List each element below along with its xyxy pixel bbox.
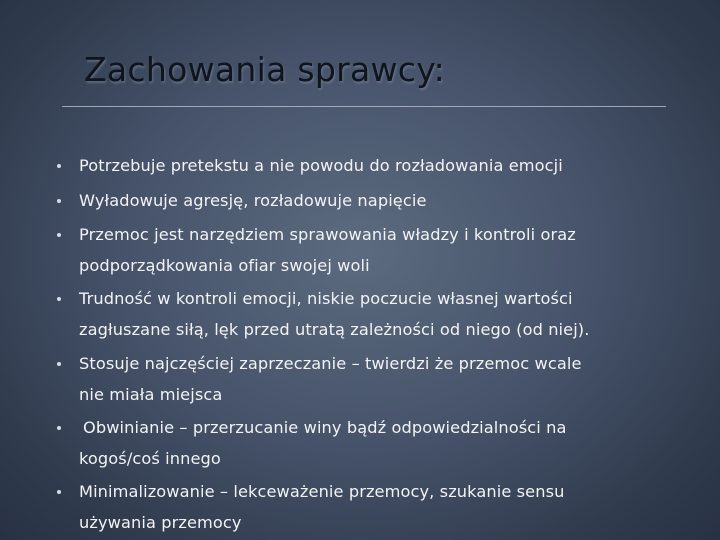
bullet-text-line: podporządkowania ofiar swojej woli bbox=[79, 256, 370, 275]
bullet-text-line: nie miała miejsca bbox=[79, 385, 223, 404]
bullet-text-line: Trudność w kontroli emocji, niskie poczucie własnej wartości bbox=[79, 289, 573, 308]
bullet-text-line: Stosuje najczęściej zaprzeczanie – twierdzi że przemoc wcale bbox=[79, 354, 582, 373]
bullet-dot-icon bbox=[57, 490, 61, 494]
bullet-dot-icon bbox=[57, 164, 61, 168]
bullet-text-line: zagłuszane siłą, lęk przed utratą zależności od niego (od niej). bbox=[79, 320, 590, 339]
bullet-text-line: Wyładowuje agresję, rozładowuje napięcie bbox=[79, 191, 427, 210]
bullet-dot-icon bbox=[57, 426, 61, 430]
bullet-text-line: Minimalizowanie – lekceważenie przemocy, szukanie sensu bbox=[79, 482, 565, 501]
bullet-dot-icon bbox=[57, 233, 61, 237]
bullet-dot-icon bbox=[57, 297, 61, 301]
bullet-dot-icon bbox=[57, 199, 61, 203]
bullet-dot-icon bbox=[57, 362, 61, 366]
bullet-text-line: Obwinianie – przerzucanie winy bądź odpowiedzialności na bbox=[83, 418, 567, 437]
slide-title: Zachowania sprawcy: bbox=[84, 50, 446, 89]
bullet-text-line: używania przemocy bbox=[79, 513, 242, 532]
bullet-text-line: kogoś/coś innego bbox=[79, 449, 221, 468]
bullet-text-line: Przemoc jest narzędziem sprawowania władzy i kontroli oraz bbox=[79, 225, 576, 244]
bullet-text-line: Potrzebuje pretekstu a nie powodu do rozładowania emocji bbox=[79, 156, 563, 175]
